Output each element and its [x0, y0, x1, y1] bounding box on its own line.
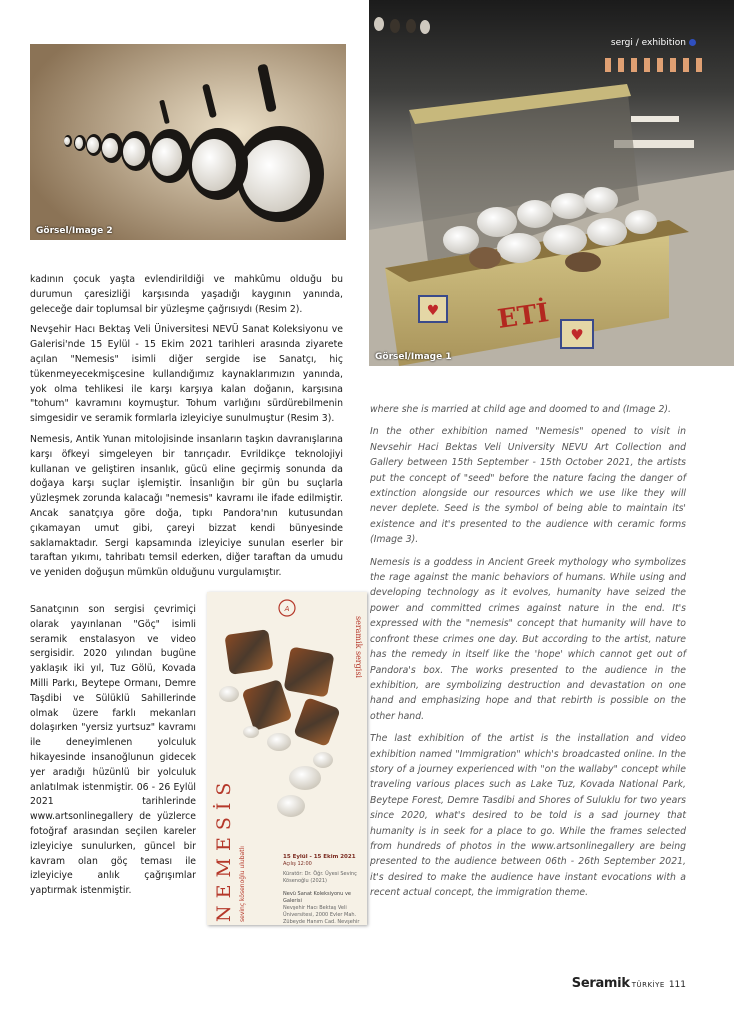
hanging-objects — [374, 17, 430, 34]
poster-dates: 15 Eylül - 15 Ekim 2021 — [283, 854, 356, 860]
poster-time: Açılış 12:00 — [283, 861, 312, 867]
poster-note: Küratör: Dr. Öğr. Üyesi Sevinç Kösenoğlu (2021) — [283, 871, 357, 884]
english-paragraph: where she is married at child age and doomed to and (Image 2). — [370, 404, 671, 415]
svg-text:A: A — [284, 605, 290, 613]
turkish-paragraph: Nemesis, Antik Yunan mitolojisinde insanların taşkın davranışlarına karşı öfkeyi simgeleyen bir tanrıçadır. Evrildikçe teknolojiyi kullanan ve geliştiren insanlık, gücü eline geçirmiş sonunda da doğaya karşı suçlar işlemiştir. İnsanlığın bir gün bu suçlarla yüzleşmek zorunda kalacağı "nemesis" kavramı ile ifade edilmiştir. Ancak sanatçıya göre doğa, tıpkı Pandora'nın kutusundan çıkamayan umut gibi, çareyi bizzat kendi bünyesinde saklamaktadır. Sergi kapsamında izleyiciye sunulan eserler bir taraftan yıkımı, tahribatı temsil ederken, diğer taraftan da umudu ve yeniden doğuşun mümkün olduğunu vurgulamıştır. — [30, 433, 343, 579]
turkish-paragraph: Nevşehir Hacı Bektaş Veli Üniversitesi NEVÜ Sanat Koleksiyonu ve Galerisi'nde 15 Eylül - 15 Ekim 2021 tarihleri arasında ziyarete açılan "Nemesis" isimli diğer sergide ise Sanatçı, hiç tükenmeyecekmişcesine kullandığımız kaynaklarımızın yanında, yok olma tehlikesi ile karşı karşıya kalan doğanın, karşısına "tohum" kavramını koymuştur. Tohum varlığını sürdürebilmenin simgesidir ve seramik formlarla izleyiciye sunulmuştur (Resim 3). — [30, 324, 343, 425]
english-paragraph: In the other exhibition named "Nemesis" opened to visit in Nevsehir Haci Bektas Veli University NEVU Art Collection and Gallery between 15th September - 15th October 2021, the artists put the concept of "seed" before the nature facing the danger of extinction alongside our resources which we use like they will never deplete. Seed is the symbol of being able to maintain its' existence and it's presented to the audience with ceramic forms (Image 3). — [370, 426, 686, 546]
section-label: sergi / exhibition — [610, 38, 686, 48]
image-1-caption: Görsel/Image 1 — [375, 352, 452, 362]
poster-title-block — [213, 742, 241, 922]
english-paragraph: Nemesis is a goddess in Ancient Greek mythology who symbolizes the rage against the manic behaviors of humans. While using and developing technology as it evolves, humanity have seized the power and committed crimes against nature in the end. It's expressed with the "nemesis" concept that humanity will have to confront these crimes one day. But according to the artist, nature has the remedy in itself like the 'hope' which cannot get out of Pandora's box. The works presented to the audience in the exhibition, are symbolizing destruction and devastation on one hand and emphasizing hope and that rebirth is possible on the other hand. — [370, 556, 686, 722]
turkish-body-top — [30, 273, 343, 587]
footer-sub: TÜRKİYE — [631, 981, 665, 989]
image-1-photo — [369, 0, 734, 366]
nemesis-poster — [207, 592, 367, 925]
poster-vertical-label: seramik sergisi — [354, 616, 363, 678]
footer-brand: Seramik — [571, 976, 630, 991]
turkish-body-bottom — [30, 603, 196, 905]
poster-address: Nevşehir Hacı Bektaş Veli Üniversitesi, 2000 Evler Mah. Zübeyde Hanım Cad. Nevşehir — [283, 905, 360, 925]
svg-text:♥: ♥ — [426, 303, 440, 319]
poster-title: NEMESİS — [213, 775, 235, 922]
poster-venue: Nevü Sanat Koleksiyonu ve Galerisi — [283, 891, 351, 904]
poster-info — [283, 854, 363, 925]
section-dot — [689, 39, 696, 46]
english-paragraph: The last exhibition of the artist is the installation and video exhibition named "Immigration" which's broadcasted online. In the story of a journey experienced with "on the wallaby" concept while traveling various places such as Lake Tuz, Kovada National Park, Beytepe Forest, Demre Tasdibi and Shores of Suluklu for two years since 2020, what's desired to be told is a sad journey that humanity is in seek for a place to go. While the frames selected from hundreds of photos in the www.artsonlinegallery are being presented to the audience between 06th - 26th September 2021, it's desired to make the audience have instant evocations with a recent actual concept, the immigration theme. — [370, 733, 686, 899]
image-2-caption: Görsel/Image 2 — [36, 226, 113, 236]
turkish-paragraph: Sanatçının son sergisi çevrimiçi olarak yayınlanan "Göç" isimli seramik enstalasyon ve video sergisidir. 2020 yılından bugüne yaklaşık iki yıl, Tuz Gölü, Kovada Milli Parkı, Beytepe Ormanı, Demre Taşdibi ve Sülüklü Sahillerinde olmak üzere farklı mekanları dolaşırken "yersiz yurtsuz" kavramı ile deneyimlenen yolculuk hikayesinde insanoğlunun gidecek yer aradığı hüzünlü bir yolculuk anlatılmak istenmiştir. 06 - 26 Eylül 2021 tarihlerinde www.artsonlinegallery de yüzlerce fotoğraf arasından seçilen kareler izleyiciye sunulurken, güncel bir kavram olan göç teması ile izleyiciye anlık çağrışımlar yaptırmak istenmiştir. — [30, 604, 196, 897]
poster-vertical-label-block — [351, 616, 363, 736]
svg-text:♥: ♥ — [570, 326, 584, 344]
page-footer — [572, 976, 686, 991]
english-body — [370, 402, 686, 908]
turkish-paragraph: kadının çocuk yaşta evlendirildiği ve mahkûmu olduğu bu durumun çaresizliği karşısında yaşadığı kaygının yanında, geleceğe dair toplumsal bir yüzleşme çağrısıydı (Resim 2). — [30, 274, 343, 315]
box-brand-label: ETİ — [495, 298, 551, 335]
poster-artist-block — [239, 742, 251, 922]
gallery-box-illustration — [369, 0, 734, 366]
poster-artist: sevinç kösenoğlu ulubatlı — [239, 846, 246, 922]
light-row — [605, 58, 702, 72]
page-number: 111 — [668, 980, 686, 990]
wall-pans-illustration — [30, 44, 346, 240]
image-2-photo — [30, 44, 346, 240]
